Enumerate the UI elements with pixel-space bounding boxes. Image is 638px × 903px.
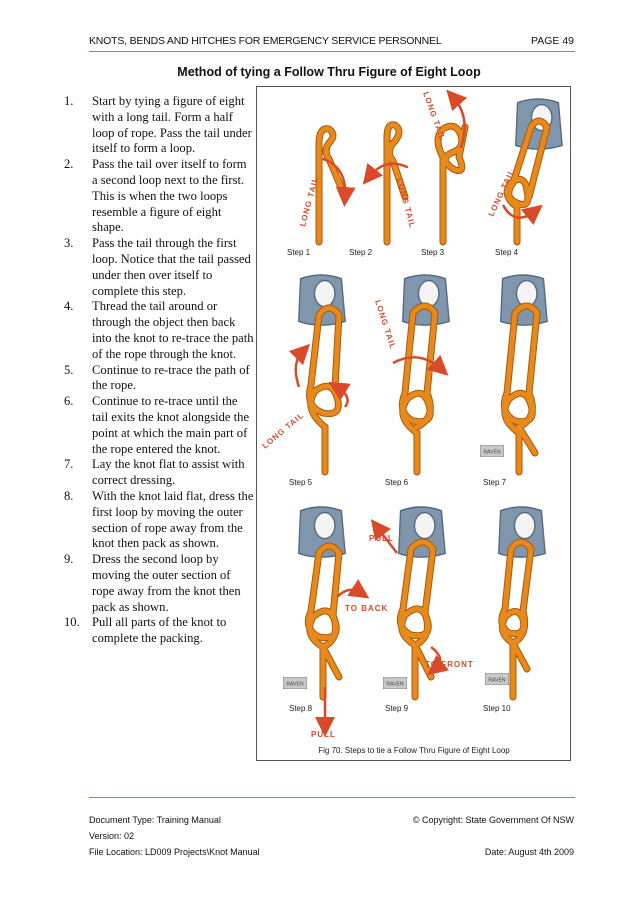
to-back-label: TO BACK (345, 604, 389, 613)
long-tail-label-step2: LONG TAIL (395, 177, 418, 230)
step-label-4: Step 4 (495, 248, 519, 257)
step-number: 1. (64, 94, 74, 108)
header-rule (89, 51, 575, 52)
instruction-step (64, 157, 254, 236)
step9-tape-icon (383, 677, 407, 689)
instruction-step (64, 299, 254, 362)
step-number: 4. (64, 299, 74, 314)
instruction-step (64, 615, 254, 647)
step-text: Pass the tail through the first loop. Notice that the tail passed under then over itself to complete this step. (92, 236, 251, 298)
instruction-step (64, 236, 254, 299)
step-text: Start by tying a figure of eight with a long tail. Form a half loop of rope. Pass the tail under itself to form a loop. (92, 94, 252, 156)
step-number: 2. (64, 157, 74, 172)
footer-rule (89, 797, 575, 798)
step-label-5: Step 5 (289, 478, 313, 487)
step-number: 9. (64, 552, 74, 567)
step-label-6: Step 6 (385, 478, 409, 487)
step-text: Lay the knot flat to assist with correct dressing. (92, 457, 245, 488)
instruction-step (64, 94, 254, 157)
step-number: 8. (64, 488, 74, 503)
to-front-label: TO FRONT (425, 660, 474, 669)
step-text: Thread the tail around or through the object then back into the knot to re-trace the path of the rope through the knot. (92, 299, 254, 361)
instruction-step (64, 552, 254, 615)
long-tail-label-step6: LONG TAIL (373, 298, 398, 351)
step8-tape-icon (283, 677, 307, 689)
step10-tape-icon (485, 673, 509, 685)
step7-tape-icon (480, 445, 504, 457)
long-tail-label-step1: LONG TAIL (298, 175, 321, 228)
step-label-2: Step 2 (349, 248, 373, 257)
step9-anchor-icon (399, 507, 445, 557)
step-text: Pass the tail over itself to form a second loop next to the first. This is when the two loops resemble a figure of eight shape. (92, 157, 247, 235)
instruction-step (64, 394, 254, 457)
step-text: Continue to re-trace until the tail exits the knot alongside the point at which the main part of the rope entered the knot. (92, 394, 250, 456)
step7-anchor-icon (501, 275, 547, 325)
step-label-9: Step 9 (385, 704, 409, 713)
pull-label-step9: PULL (369, 534, 394, 543)
step-label-1: Step 1 (287, 248, 311, 257)
long-tail-label-step3: LONG TAIL (421, 90, 448, 143)
page-number: PAGE 49 (531, 35, 574, 47)
step1-rope (319, 129, 341, 242)
running-header: KNOTS, BENDS AND HITCHES FOR EMERGENCY SERVICE PERSONNEL (89, 35, 442, 47)
instruction-list (64, 94, 254, 647)
knot-illustration (257, 87, 572, 762)
knot-figure (256, 86, 571, 761)
step-text: With the knot laid flat, dress the first loop by moving the outer section of rope away from the knot then pack as shown. (92, 488, 254, 551)
instruction-step (64, 457, 254, 489)
footer-date: Date: August 4th 2009 (484, 847, 574, 857)
step-number: 5. (64, 362, 74, 377)
long-tail-label-step5: LONG TAIL (260, 410, 306, 451)
step-number: 6. (64, 394, 74, 409)
step-text: Dress the second loop by moving the outer section of rope away from the knot then pack as shown. (92, 552, 241, 614)
section-title-text: Method of tying a Follow Thru Figure of Eight Loop (177, 65, 481, 79)
figure-caption: Fig 70. Steps to tie a Follow Thru Figure of Eight Loop (318, 746, 510, 755)
step-number: 3. (64, 236, 74, 251)
step-number: 10. (64, 615, 80, 630)
footer-doc-type: Document Type: Training Manual (89, 815, 221, 825)
step4-rope (507, 121, 547, 242)
step-text: Pull all parts of the knot to complete the packing. (92, 615, 227, 646)
step-label-10: Step 10 (483, 704, 511, 713)
step-text: Continue to re-trace the path of the rope. (92, 362, 250, 393)
step-label-8: Step 8 (289, 704, 313, 713)
instruction-step (64, 363, 254, 395)
step-number: 7. (64, 457, 74, 472)
pull-label-step8: PULL (311, 730, 336, 739)
step-label-7: Step 7 (483, 478, 507, 487)
footer-version: Version: 02 (89, 831, 135, 841)
step8-toback-arrow (337, 590, 361, 597)
step5-arrow-up (296, 351, 303, 387)
instruction-step (64, 489, 254, 552)
step-label-3: Step 3 (421, 248, 445, 257)
long-tail-label-step4: LONG TAIL (486, 167, 517, 218)
section-title (0, 65, 638, 79)
step10-anchor-icon (499, 507, 545, 557)
footer-copyright: © Copyright: State Government Of NSW (412, 815, 574, 825)
footer-location: File Location: LD009 Projects\Knot Manual (89, 847, 260, 857)
